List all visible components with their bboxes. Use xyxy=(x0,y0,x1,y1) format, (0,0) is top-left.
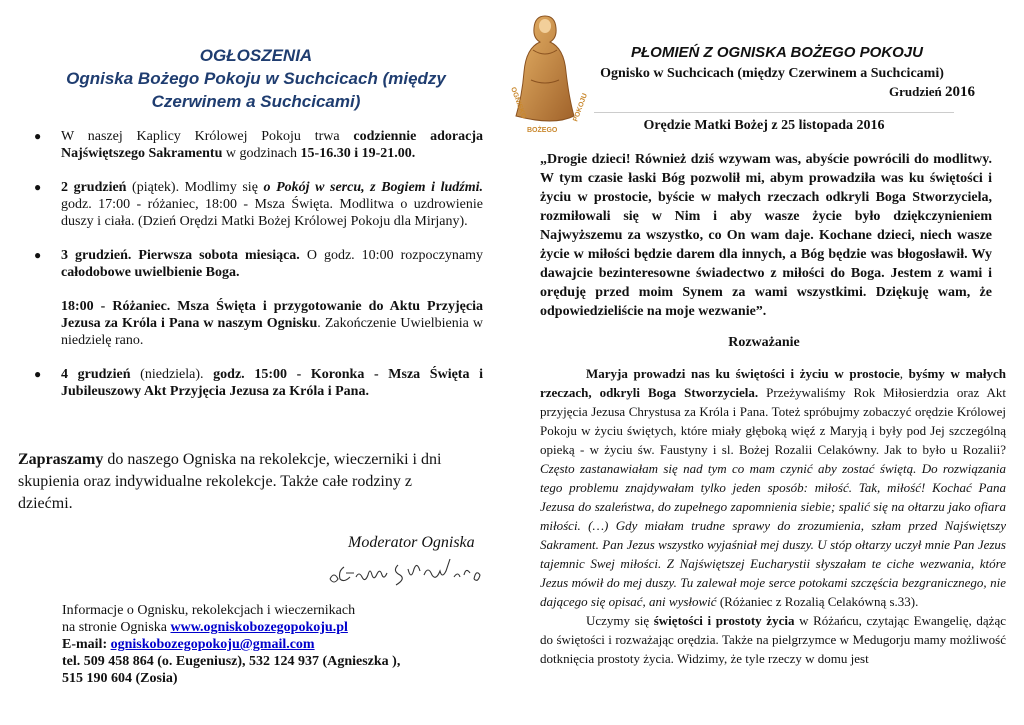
email-label: E-mail: xyxy=(62,637,111,652)
moderator-label: Moderator Ogniska xyxy=(348,534,475,551)
item-paragraph xyxy=(61,247,483,281)
item-text: (piątek). Modlimy się xyxy=(126,180,264,195)
newsletter-subtitle: Ognisko w Suchcicach (między Czerwinem a Suchcicami) xyxy=(600,66,944,81)
item-bold: 4 grudzień xyxy=(61,367,131,382)
reflection-title: Rozważanie xyxy=(728,335,800,350)
website-line xyxy=(62,619,492,636)
issue-month: Grudzień xyxy=(889,84,945,99)
item-text: W naszej Kaplicy Królowej Pokoju trwa xyxy=(61,129,354,144)
issue-date xyxy=(860,84,975,101)
invitation-text xyxy=(18,449,448,515)
reflection-text xyxy=(540,364,1006,668)
bullet-icon: ● xyxy=(34,248,42,262)
message-title: Orędzie Matki Bożej z 25 listopada 2016 xyxy=(643,118,885,133)
reflection-plain: Uczymy się xyxy=(586,613,654,628)
signature-icon xyxy=(326,557,486,591)
email-line xyxy=(62,636,492,653)
heading-line-2: Ogniska Bożego Pokoju w Suchcicach (między xyxy=(66,69,446,88)
divider xyxy=(594,112,954,113)
item-paragraph xyxy=(61,298,483,349)
item-bold: codziennie adoracja Najświętszego Sakramentu xyxy=(61,129,484,161)
reflection-paragraph xyxy=(540,611,1006,668)
phones-line: 515 190 604 (Zosia) xyxy=(62,671,178,686)
heading-line-3: Czerwinem a Suchcicami) xyxy=(151,92,361,111)
item-bold: 18:00 - Różaniec. Msza Święta i przygotowanie do Aktu Przyjęcia Jezusa za Króla i Pana w naszym Ognisku xyxy=(61,299,483,331)
item-bold: całodobowe uwielbienie Boga. xyxy=(61,265,240,280)
contact-info xyxy=(62,602,492,687)
announcement-item-adoration xyxy=(34,128,483,162)
info-line: na stronie Ogniska xyxy=(62,620,171,635)
logo-lettering: POKOJU xyxy=(572,92,589,123)
item-bold-italic: o Pokój w sercu, z Bogiem i ludźmi. xyxy=(263,180,483,195)
reflection-plain: Przeżywaliśmy Rok Miłosierdzia oraz Akt przyjęcia Jezusa Chrystusa za Króla i Pana. Toteż spróbujmy zobaczyć orędzie Królowej Pokoju w życiu świętych, które miały głęboką więź z Maryją i były pod Jej szczególną opieką - w życiu św. Faustyny i sl. Bożej Rozalii Celakówny. Jak to było u Rozalii? xyxy=(540,385,1006,457)
reflection-plain: , xyxy=(899,366,909,381)
reflection-bold: Maryja prowadzi nas ku świętości i życiu w prostocie xyxy=(586,366,900,381)
announcement-item-dec-4 xyxy=(34,366,483,400)
bullet-icon: ● xyxy=(34,180,42,194)
announcements-list xyxy=(34,128,483,400)
heading-line-1: OGŁOSZENIA xyxy=(199,46,313,65)
reflection-paragraph xyxy=(540,364,1006,611)
reflection-bold: byśmy w małych rzeczach, odkryli Boga Stworzyciela. xyxy=(540,366,1007,400)
item-bold: 2 grudzień xyxy=(61,180,127,195)
reflection-quote: Często zastanawiałam się nad tym co mam czynić aby zostać świętą. Do rozwiązania tego problemu znajdywałam tylko jeden sposób: miłość. Tak, miłość! Kochać Pana Jezusa do szaleństwa, do zupełnego zapomnienia siebie; spalić się na ołtarzu jako ofiara miłości. (…) Gdy miałam trudne sprawy do zrozumienia, szłam przed Najświętszy Sakrament. Pan Jezus wszystko wyjaśniał mej duszy. U stóp ołtarzy uczył mnie Pan Jezus tajemnic Swej miłości. Z Najświętszej Eucharystii słyszałam te ciche wezwania, które Jezus mówił do mej duszy. Tu zalewał moje serce potokami szczęścia bezgranicznego, nie dającego się opisać, ani wysłowić xyxy=(540,461,1006,609)
announcement-item-dec-2 xyxy=(34,179,483,230)
announcements-heading xyxy=(0,44,512,113)
item-bold: 3 grudzień. Pierwsza sobota miesiąca. xyxy=(61,248,300,263)
reflection-bold: świętości i prostoty życia xyxy=(653,613,795,628)
reflection-plain: (Różaniec z Rozalią Celakówną s.33). xyxy=(716,594,919,609)
phones-line: tel. 509 458 864 (o. Eugeniusz), 532 124 937 (Agnieszka ), xyxy=(62,654,401,669)
item-text: (niedziela). xyxy=(130,367,214,382)
reflection-plain: w Różańcu, czytając Ewangelię, dążąc do świętości i rozważając orędzia. Także na pielgrzymce w Medugorju mamy możliwość dotknięcia prostoty życia. Widzimy, że tyle rzeczy w domu jest xyxy=(540,613,1006,666)
bullet-icon: ● xyxy=(34,129,42,143)
logo-lettering: OGNISKO xyxy=(509,86,528,120)
item-text: w godzinach xyxy=(222,146,301,161)
logo-lettering: BOŻEGO xyxy=(527,127,558,134)
issue-year: 2016 xyxy=(945,84,975,100)
item-bold: godz. 15:00 - Koronka - Msza Święta i Jubileuszowy Akt Przyjęcia Jezusa za Króla i Pana. xyxy=(61,367,483,399)
website-link[interactable]: www.ogniskobozegopokoju.pl xyxy=(170,620,348,635)
invite-body: do naszego Ogniska na rekolekcje, wieczerniki i dni skupienia oraz indywidualne rekolekcje. Także całe rodziny z dziećmi. xyxy=(18,451,442,512)
item-bold: 15-16.30 i 19-21.00. xyxy=(300,146,416,161)
item-text: godz. 17:00 - różaniec, 18:00 - Msza Święta. Modlitwa o uzdrowienie duszy i ciała. (Dzień Orędzi Matki Bożej Królowej Pokoju dla Mirjany). xyxy=(61,197,483,229)
bullet-icon: ● xyxy=(34,367,42,381)
announcement-item-dec-3 xyxy=(34,247,483,349)
item-text: O godz. 10:00 rozpoczynamy xyxy=(299,248,483,263)
message-text: „Drogie dzieci! Również dziś wzywam was, abyście powrócili do modlitwy. W tym czasie łaski Bóg pozwolił mi, abym prowadziła was ku świętości i życiu w prostocie, byście w małych rzeczach odkryli Boga Stworzyciela, rozmiłowali się w Nim i aby wasze życie było dziękczynieniem Najwyższemu za wszystko, co On wam daje. Kochane dzieci, niech wasze życie w miłości będzie darem dla innych, a Bóg będzie was błogosławił. Wy dawajcie bezinteresowne świadectwo z miłości do Boga. Jestem z wami i oręduję przed moim Synem za wami wszystkimi. Dziękuję wam, że odpowiedzieliście na moje wezwanie”. xyxy=(540,152,992,319)
info-line: Informacje o Ognisku, rekolekcjach i wieczernikach xyxy=(62,603,356,618)
item-text: . Zakończenie Uwielbienia w niedzielę rano. xyxy=(61,316,484,348)
newsletter-title: PŁOMIEŃ Z OGNISKA BOŻEGO POKOJU xyxy=(631,44,923,61)
invite-bold: Zapraszamy xyxy=(18,451,104,468)
email-link[interactable]: ogniskobozegopokoju@gmail.com xyxy=(110,637,315,652)
